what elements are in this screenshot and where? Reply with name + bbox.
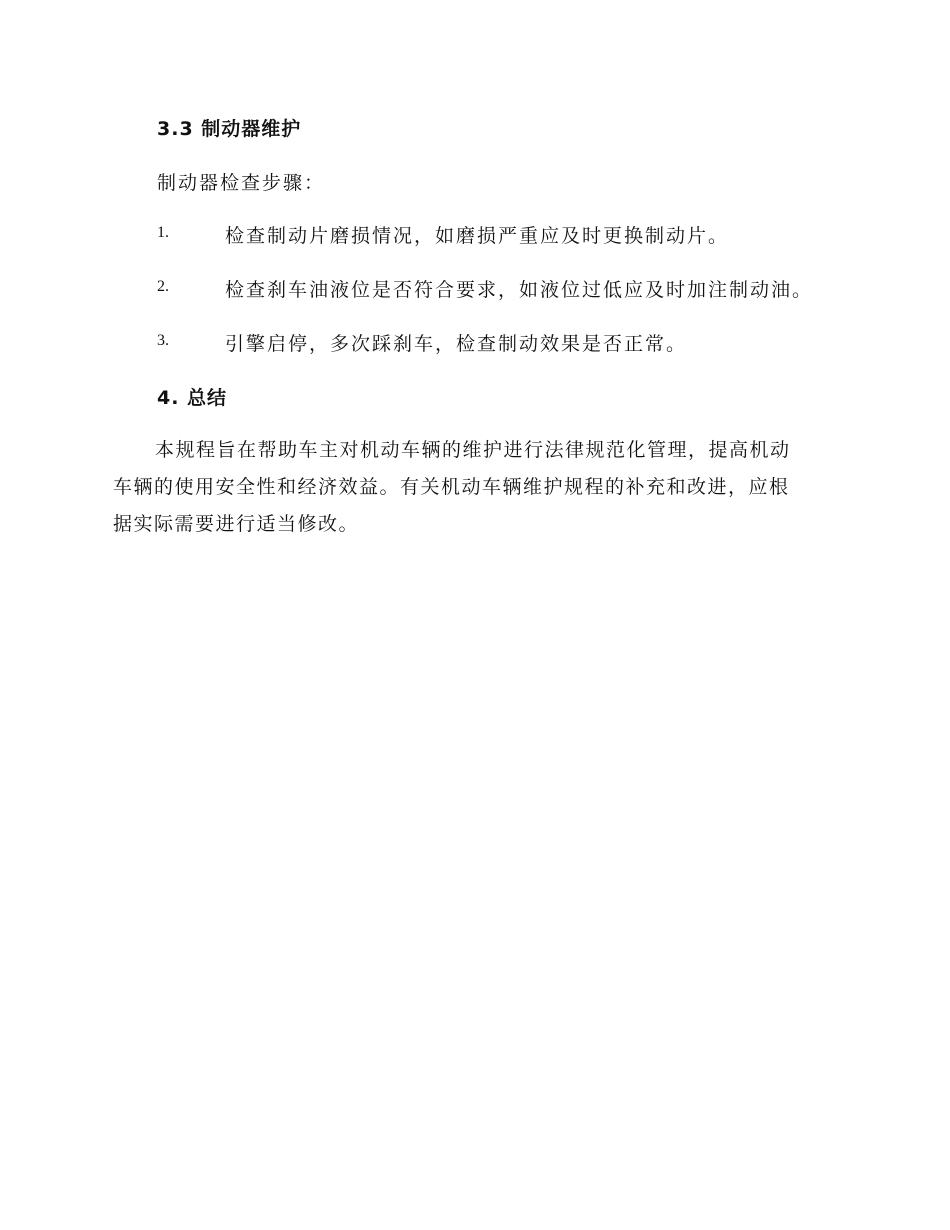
section-3-3-intro: 制动器检查步骤： (157, 172, 326, 194)
paragraph-line: 本规程旨在帮助车主对机动车辆的维护进行法律规范化管理，提高机动 (155, 439, 791, 461)
list-item (157, 221, 857, 251)
paragraph-line: 车辆的使用安全性和经济效益。有关机动车辆维护规程的补充和改进，应根 (113, 476, 790, 498)
list-item-text: 检查制动片磨损情况，如磨损严重应及时更换制动片。 (225, 225, 730, 247)
list-item (157, 275, 857, 305)
list-item (157, 329, 857, 359)
list-item-number: 3. (157, 332, 169, 349)
list-item-number: 1. (157, 224, 169, 241)
paragraph-line: 据实际需要进行适当修改。 (113, 513, 360, 535)
section-3-3-heading: 3.3 制动器维护 (157, 118, 302, 140)
list-item-text: 检查刹车油液位是否符合要求，如液位过低应及时加注制动油。 (225, 279, 814, 301)
section-4-heading: 4. 总结 (157, 387, 228, 409)
summary-paragraph (113, 432, 833, 543)
list-item-text: 引擎启停，多次踩刹车，检查制动效果是否正常。 (225, 333, 688, 355)
list-item-number: 2. (157, 278, 169, 295)
